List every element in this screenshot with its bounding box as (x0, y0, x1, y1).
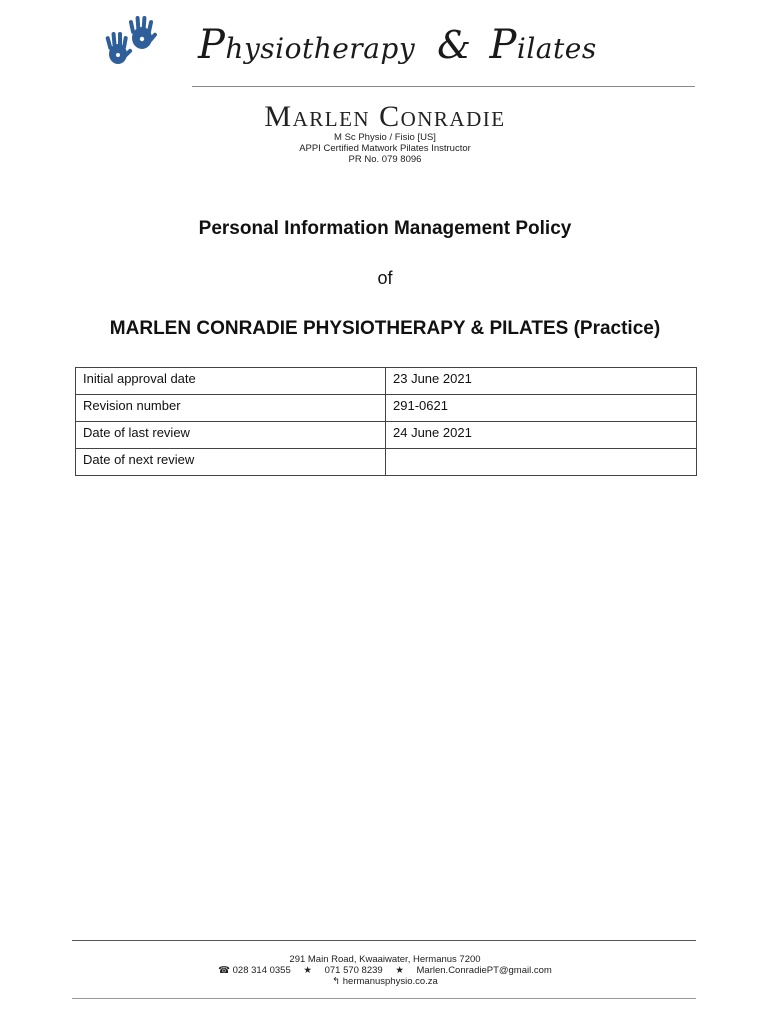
review-value: 24 June 2021 (386, 422, 697, 449)
phone-icon: ☎ (218, 965, 230, 976)
review-label: Date of next review (76, 449, 386, 476)
practice-name: MARLEN CONRADIE PHYSIOTHERAPY & PILATES (Practice) (109, 318, 661, 339)
practitioner-name: Marlen Conradie (264, 100, 506, 133)
document-of: of (377, 268, 393, 288)
star-separator-icon: ★ (395, 965, 404, 976)
credential-pr-number: PR No. 079 8096 (348, 154, 422, 165)
footer-email[interactable]: Marlen.ConradiePT@gmail.com (416, 965, 552, 976)
footer-mobile: 071 570 8239 (324, 965, 383, 976)
footer-contacts (0, 965, 770, 976)
review-value: 291-0621 (386, 395, 697, 422)
star-separator-icon: ★ (303, 965, 312, 976)
review-value: 23 June 2021 (386, 368, 697, 395)
footer-website[interactable]: hermanusphysio.co.za (342, 976, 438, 987)
review-value (386, 449, 697, 476)
footer-divider-top (72, 940, 696, 941)
footer-divider-bottom (72, 998, 696, 999)
brand-wordmark: Physiotherapy & Pilates (198, 22, 597, 68)
handprint-logo-icon (104, 14, 158, 70)
table-row (76, 368, 697, 395)
table-row (76, 395, 697, 422)
credential-degree: M Sc Physio / Fisio [US] (334, 132, 436, 143)
table-row (76, 449, 697, 476)
review-label: Initial approval date (76, 368, 386, 395)
footer-address: 291 Main Road, Kwaaiwater, Hermanus 7200 (289, 954, 481, 965)
document-title: Personal Information Management Policy (198, 218, 572, 239)
footer-phone: 028 314 0355 (232, 965, 291, 976)
review-table (75, 367, 697, 476)
review-label: Date of last review (76, 422, 386, 449)
header-divider (192, 86, 695, 87)
web-pointer-icon: ↰ (332, 976, 341, 987)
table-row (76, 422, 697, 449)
review-label: Revision number (76, 395, 386, 422)
footer-website-line (0, 976, 770, 987)
credential-pilates: APPI Certified Matwork Pilates Instructor (299, 143, 471, 154)
